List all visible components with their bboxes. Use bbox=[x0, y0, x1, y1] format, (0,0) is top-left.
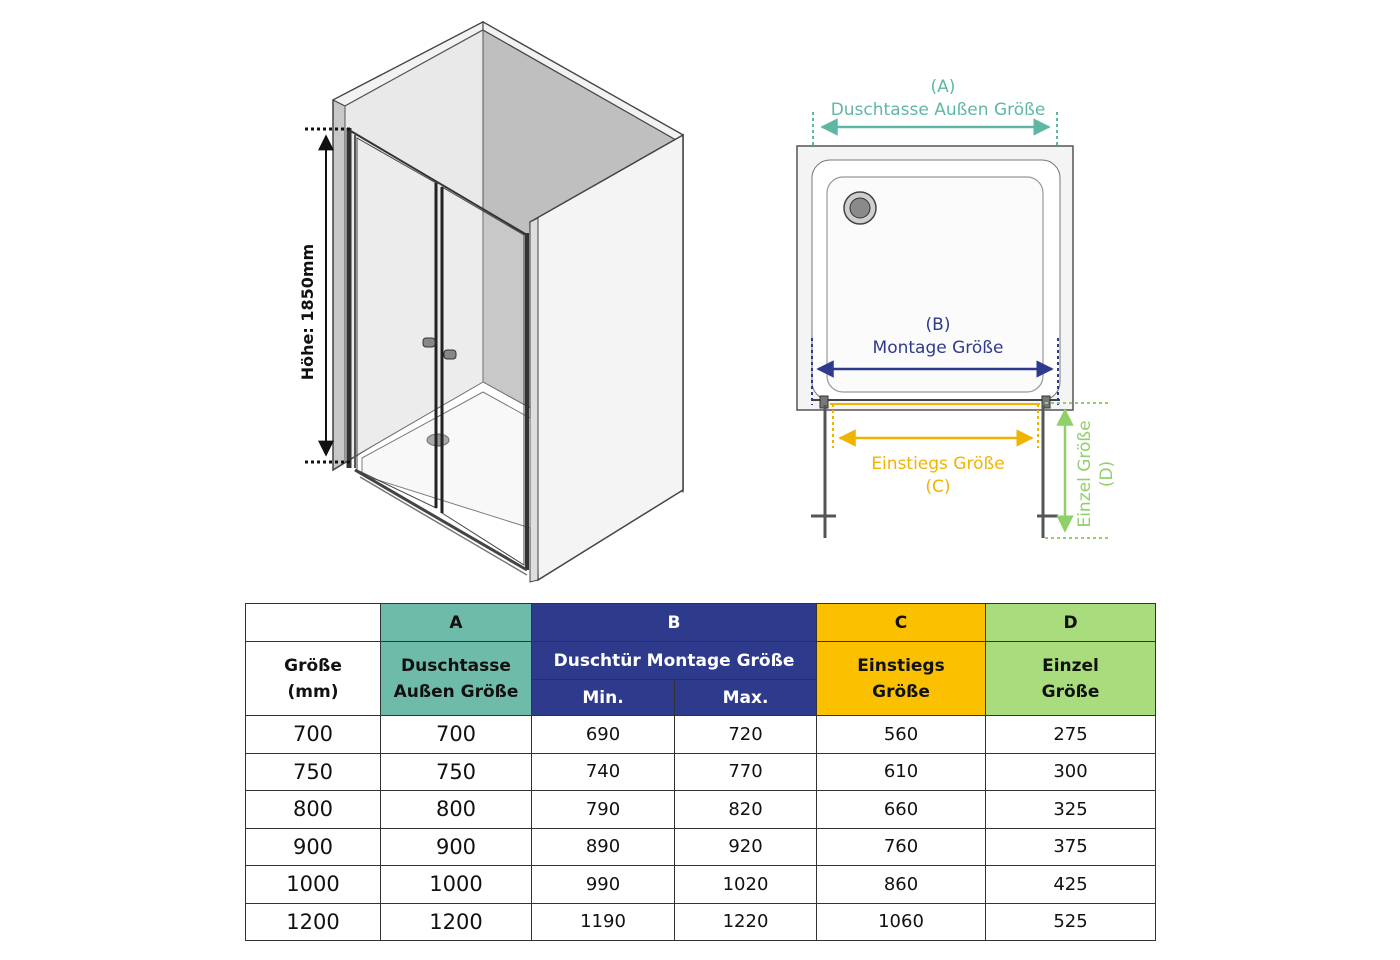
cell-d: 275 bbox=[986, 716, 1156, 754]
cell-a: 900 bbox=[381, 828, 532, 866]
cell-a: 700 bbox=[381, 716, 532, 754]
label-b-text: Montage Größe bbox=[872, 338, 1004, 358]
cell-size: 1000 bbox=[246, 866, 381, 904]
cell-min: 690 bbox=[532, 716, 675, 754]
header-c-line1: Einstiegs bbox=[857, 655, 945, 676]
cell-size: 900 bbox=[246, 828, 381, 866]
cell-size: 1200 bbox=[246, 903, 381, 941]
cell-min: 790 bbox=[532, 791, 675, 829]
header-a-line1: Duschtasse bbox=[401, 655, 511, 676]
cell-size: 800 bbox=[246, 791, 381, 829]
cell-size: 750 bbox=[246, 753, 381, 791]
cell-d: 425 bbox=[986, 866, 1156, 904]
header-col-d: D bbox=[986, 604, 1156, 642]
label-c-text: Einstiegs Größe bbox=[871, 454, 1005, 474]
cell-d: 300 bbox=[986, 753, 1156, 791]
cell-min: 1190 bbox=[532, 903, 675, 941]
cell-d: 525 bbox=[986, 903, 1156, 941]
label-d-letter: (D) bbox=[1097, 460, 1117, 488]
header-a-label bbox=[381, 642, 532, 716]
header-col-a: A bbox=[381, 604, 532, 642]
header-d-label bbox=[986, 642, 1156, 716]
label-c-letter: (C) bbox=[925, 477, 951, 497]
label-a-text: Duschtasse Außen Größe bbox=[830, 100, 1046, 120]
label-d-text: Einzel Größe bbox=[1075, 420, 1095, 528]
cell-size: 700 bbox=[246, 716, 381, 754]
size-table bbox=[245, 603, 1156, 941]
header-c-label bbox=[817, 642, 986, 716]
header-col-b: B bbox=[532, 604, 817, 642]
cell-max: 820 bbox=[675, 791, 817, 829]
header-size-line1: Größe bbox=[284, 655, 342, 676]
header-b-max: Max. bbox=[675, 680, 817, 716]
header-blank bbox=[246, 604, 381, 642]
header-b-min: Min. bbox=[532, 680, 675, 716]
header-size-line2: (mm) bbox=[287, 681, 339, 702]
table-row bbox=[246, 903, 1156, 941]
cell-max: 770 bbox=[675, 753, 817, 791]
cell-a: 800 bbox=[381, 791, 532, 829]
header-c-line2: Größe bbox=[872, 681, 930, 702]
cell-c: 560 bbox=[817, 716, 986, 754]
cell-c: 1060 bbox=[817, 903, 986, 941]
isometric-enclosure bbox=[333, 22, 683, 582]
cell-max: 1020 bbox=[675, 866, 817, 904]
header-col-c: C bbox=[817, 604, 986, 642]
cell-d: 325 bbox=[986, 791, 1156, 829]
cell-min: 740 bbox=[532, 753, 675, 791]
cell-c: 660 bbox=[817, 791, 986, 829]
header-d-line1: Einzel bbox=[1042, 655, 1099, 676]
height-label: Höhe: 1850mm bbox=[298, 243, 317, 381]
header-size bbox=[246, 642, 381, 716]
cell-c: 610 bbox=[817, 753, 986, 791]
cell-d: 375 bbox=[986, 828, 1156, 866]
cell-a: 1200 bbox=[381, 903, 532, 941]
table-row bbox=[246, 866, 1156, 904]
cell-c: 860 bbox=[817, 866, 986, 904]
label-b-letter: (B) bbox=[925, 315, 951, 335]
label-a-letter: (A) bbox=[930, 77, 956, 97]
cell-max: 720 bbox=[675, 716, 817, 754]
cell-c: 760 bbox=[817, 828, 986, 866]
header-d-line2: Größe bbox=[1041, 681, 1100, 702]
table-row bbox=[246, 716, 1156, 754]
header-a-line2: Außen Größe bbox=[393, 681, 519, 702]
plan-view bbox=[797, 77, 1117, 538]
cell-max: 920 bbox=[675, 828, 817, 866]
cell-a: 1000 bbox=[381, 866, 532, 904]
table-row bbox=[246, 791, 1156, 829]
table-row bbox=[246, 753, 1156, 791]
cell-a: 750 bbox=[381, 753, 532, 791]
header-b-label: Duschtür Montage Größe bbox=[532, 642, 817, 680]
cell-max: 1220 bbox=[675, 903, 817, 941]
cell-min: 890 bbox=[532, 828, 675, 866]
cell-min: 990 bbox=[532, 866, 675, 904]
table-row bbox=[246, 828, 1156, 866]
